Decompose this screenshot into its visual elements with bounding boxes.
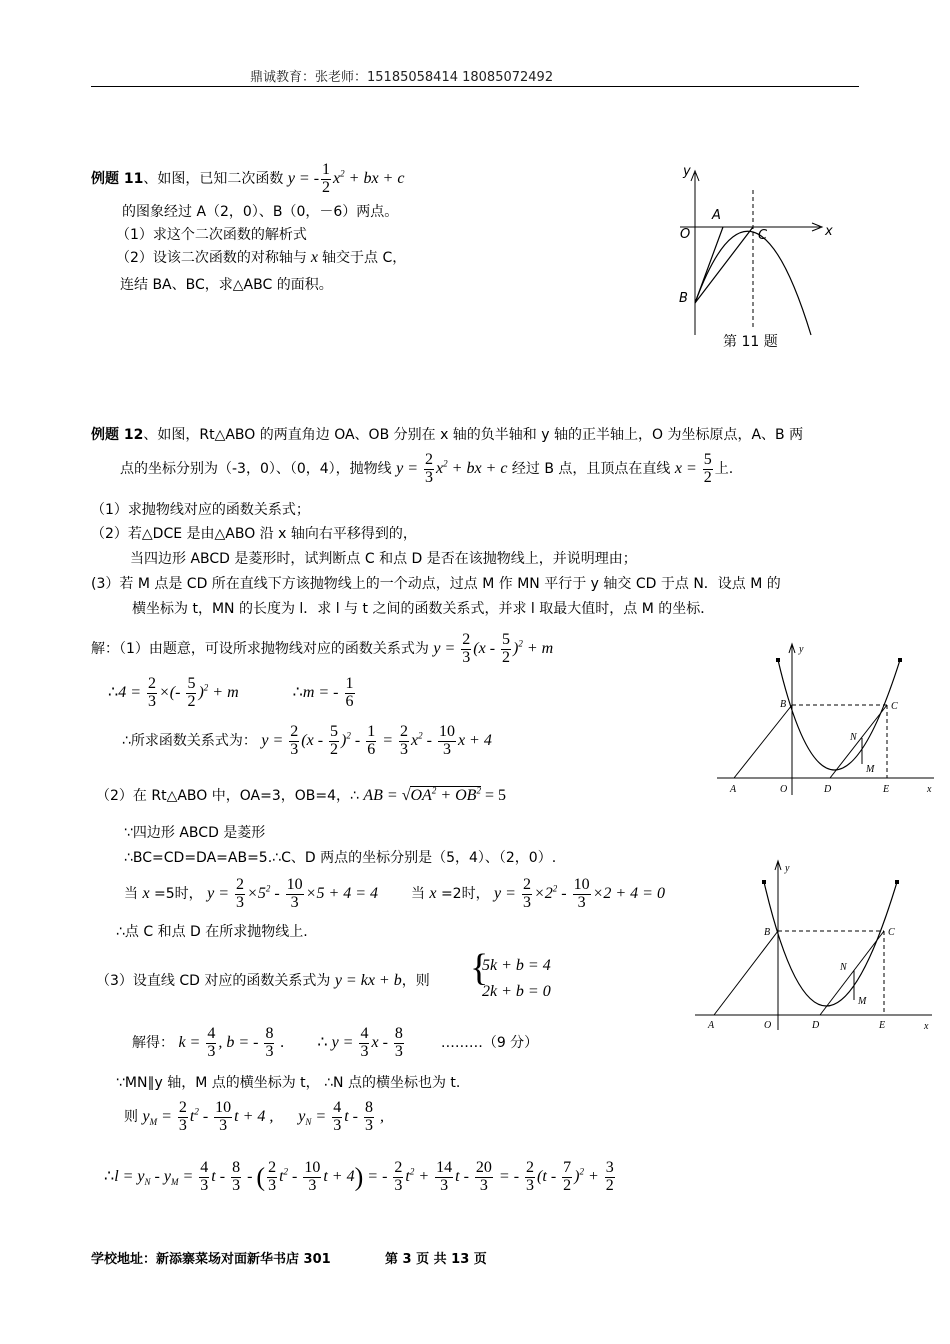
ex11-line2: 的图象经过 A（2，0）、B（0，－6）两点。 [122, 204, 399, 220]
fig12b-end-right [895, 880, 899, 884]
fig12a-label-E: E [883, 784, 890, 795]
fig11-label-y: y [683, 164, 691, 179]
sol-1-result [122, 724, 492, 759]
ex11-q1: （1）求这个二次函数的解析式 [116, 227, 307, 243]
ex11-q2b: 轴交于点 C， [322, 250, 407, 266]
sol-3-ze2: 则 [124, 1108, 138, 1125]
footer-page: 第 3 页 共 13 页 [385, 1252, 487, 1267]
fig12a-end-right [898, 658, 902, 662]
ex11-line1 [91, 162, 404, 197]
sol-3-cd-line: ∴ y = $\frac{4}{3}$ x - $\frac{8}{3}$ [317, 1025, 403, 1060]
fig12a-segment-CD [830, 705, 887, 778]
sol-3-ym-yn [124, 1100, 384, 1135]
fig11-label-A: A [712, 208, 721, 223]
figure-12b [690, 855, 940, 1035]
ex12-label: 例题 12 [91, 427, 144, 443]
ex12-q3b: 横坐标为 t，MN 的长度为 l．求 l 与 t 之间的函数关系式，并求 l 取最大值时，点 M 的坐标． [132, 601, 715, 617]
ex12-q2a: （2）若△DCE 是由△ABO 沿 x 轴向右平移得到的， [91, 526, 417, 542]
fig12b-label-D: D [812, 1020, 820, 1031]
fig12b-label-A: A [708, 1020, 715, 1031]
fig12a-label-O: O [780, 784, 788, 795]
sol-2-coords: ∴BC=CD=DA=AB=5.∴C、D 两点的坐标分别是（5，4）、（2，0）. [124, 850, 557, 866]
sol-1-result-label: ∴所求函数关系式为： [122, 732, 257, 749]
sol-3-line1 [96, 970, 430, 990]
fig11-segment-BC [695, 227, 753, 303]
fig12a-label-N: N [850, 732, 857, 743]
sol-2-shi-1: 时， [174, 885, 203, 902]
sol-2-line1 [96, 785, 506, 805]
sol-2-shi-2: 时， [461, 885, 490, 902]
fig12b-segment-AB [714, 931, 778, 1015]
fig12b-label-x: x [924, 1021, 929, 1032]
sol-3-kb: k = $\frac{4}{3}$ , b = - $\frac{8}{3}$ . [178, 1025, 285, 1060]
sol-3-score: ………（9 分） [440, 1034, 539, 1051]
fig11-label-C: C [758, 228, 768, 243]
sol-2-conclusion: ∴点 C 和点 D 在所求抛物线上. [116, 924, 308, 940]
fig12b-label-N: N [840, 962, 847, 973]
ex11-formula: y = - $\frac{1}{2}$ $x^2$ + bx + c [287, 161, 405, 196]
ex12-parabola-formula: y = $\frac{2}{3}$ $x^2$ + bx + c [396, 451, 508, 486]
ex11-q2 [116, 247, 406, 267]
ex12-vertex-line: x = $\frac{5}{2}$ [674, 451, 712, 486]
fig12a-label-D: D [824, 784, 832, 795]
sol-3-jiede: 解得： [132, 1034, 174, 1051]
ex12-q1: （1）求抛物线对应的函数关系式； [91, 502, 310, 518]
ex11-intro: 、如图，已知二次函数 [143, 170, 284, 187]
fig12b-label-E: E [879, 1020, 886, 1031]
footer-address: 学校地址：新添寨菜场对面新华书店 301 [91, 1252, 331, 1267]
fig11-label-O: O [680, 227, 691, 242]
fig12a-label-A: A [730, 784, 737, 795]
sol-2-when-2: 当 [410, 885, 425, 902]
ex12-intro: 、如图，Rt△ABO 的两直角边 OA、OB 分别在 x 轴的负半轴和 y 轴的正半轴上，O 为坐标原点，A、B 两 [143, 427, 804, 443]
ex12-q3a: (3）若 M 点是 CD 所在直线下方该抛物线上的一个动点，过点 M 作 MN 平行于 y 轴交 CD 于点 N．设点 M 的 [91, 576, 781, 592]
fig12a-label-x: x [927, 784, 932, 795]
ex12-line2 [120, 452, 733, 487]
sol-3-solve [132, 1026, 538, 1061]
ex11-q2c: 连结 BA、BC，求△ABC 的面积。 [120, 277, 333, 293]
fig12b-segment-CD [820, 931, 884, 1015]
sol-1-line1 [91, 632, 553, 667]
fig12a-segment-AB [734, 705, 792, 778]
fig12a-label-M: M [866, 764, 875, 775]
ex12-line2a: 点的坐标分别为（-3，0）、（0，4），抛物线 [120, 460, 392, 477]
fig11-segment-BA [695, 227, 723, 303]
fig11-label-x: x [825, 224, 833, 239]
fig11-label-B: B [679, 291, 688, 306]
ex11-x-var: x [306, 249, 323, 266]
fig12b-label-O: O [764, 1020, 772, 1031]
ex12-line2b: 经过 B 点，且顶点在直线 [511, 460, 671, 477]
sol-1-result-formula: y = $\frac{2}{3}$ (x - $\frac{5}{2}$ )$^2$ - $\frac{1}{6}$ = $\frac{2}{3}$ $x^2$ - $\frac{10}{3}$ x + 4 [261, 723, 492, 758]
ex12-line1 [91, 424, 803, 444]
fig12b-label-B: B [764, 927, 771, 938]
sol-2-check-d: y = $\frac{2}{3}$ $\times 2^2$ - $\frac{10}{3}$ ×2 + 4 = 0 [494, 876, 665, 911]
fig11-caption: 第 11 题 [723, 334, 778, 350]
sol-1-eq-m: ∴4 = $\frac{2}{3}$ ×(- $\frac{5}{2}$ )$^2$ + m ∴m = - $\frac{1}{6}$ [108, 675, 354, 710]
fig12b-end-left [762, 880, 766, 884]
sol-1-vertex-form: y = $\frac{2}{3}$ (x - $\frac{5}{2}$ )$^2$ + m [433, 631, 554, 666]
fig12b-parabola [764, 882, 897, 1006]
fig12a-parabola [778, 660, 900, 770]
ex11-label: 例题 11 [91, 170, 144, 187]
sol-3-ze: ，则 [401, 973, 430, 989]
fig12a-end-left [776, 658, 780, 662]
figure-11 [660, 155, 850, 350]
ex12-line2c: 上. [714, 460, 734, 477]
ex11-q2a: （2）设该二次函数的对称轴与 [116, 250, 307, 266]
sol-3-ym: $y_M$ = $\frac{2}{3}$ $t^2$ - $\frac{10}{3}$ t + 4 , [142, 1099, 274, 1134]
fig12b-label-C: C [888, 927, 895, 938]
sol-2-when-1: 当 [124, 885, 138, 902]
page-header: 鼎诚教育：张老师：15185058414 18085072492 [250, 70, 554, 85]
sol-3-l-formula: ∴l = $y_N - y_M$ = $\frac{4}{3}$ t - $\frac{8}{3}$ - ( $\frac{2}{3}$ $t^2$ - $\frac{10}{3}$ t + 4) = - $\frac{2}{3}$ $t^2$ + $\frac{14}{3}$ t - $\frac{20}{3}$ = - $\frac{2}{3}$ (t - $\frac{7}{2}$ )$^2$ + $\frac{3}{2}$ [104, 1159, 614, 1194]
fig12a-label-y: y [799, 644, 804, 655]
sol-2-rhombus: ∵四边形 ABCD 是菱形 [124, 825, 266, 841]
fig12a-label-B: B [780, 699, 787, 710]
sol-3-yn: $y_N$ = $\frac{4}{3}$ t - $\frac{8}{3}$ , [298, 1099, 384, 1134]
sol-3-line-formula: y = kx + b [334, 972, 402, 989]
fig12b-label-M: M [858, 996, 867, 1007]
fig12a-label-C: C [891, 701, 898, 712]
sol-2-check-c: y = $\frac{2}{3}$ $\times 5^2$ - $\frac{10}{3}$ ×5 + 4 = 4 [207, 876, 379, 911]
figure-12a [712, 640, 942, 800]
sol-3-intro: （3）设直线 CD 对应的函数关系式为 [96, 973, 331, 989]
fig12b-label-y: y [785, 863, 790, 874]
header-rule [91, 86, 859, 87]
sol-2-intro: （2）在 Rt△ABO 中，OA=3，OB=4，∴ [96, 788, 359, 804]
sol-3-mn: ∵MN∥y 轴，M 点的横坐标为 t， ∴N 点的横坐标也为 t. [116, 1075, 461, 1091]
ex12-q2b: 当四边形 ABCD 是菱形时，试判断点 C 和点 D 是否在该抛物线上，并说明理由； [130, 551, 637, 567]
sol-2-check: 当 x =5时， y = $\frac{2}{3}$ $\times 5^2$ - $\frac{10}{3}$ ×5 + 4 = 4 当 x =2时， y = $\frac{2}{3}$ $\times 2^2$ - $\frac{10}{3}$ ×2 + 4 = 0 [124, 876, 665, 911]
sol-1-intro: 解：（1）由题意，可设所求抛物线对应的函数关系式为 [91, 640, 429, 657]
sol-2-ab-formula: AB = $√OA^2 + OB^2 = 5$ [363, 785, 506, 804]
